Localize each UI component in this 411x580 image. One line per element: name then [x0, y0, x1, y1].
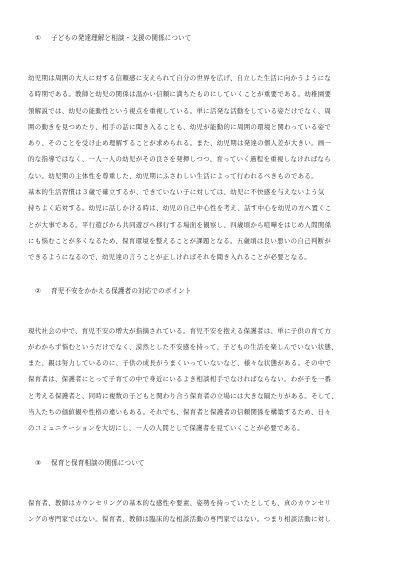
body-line: 現代社会の中で、育児不安の増大が指摘されている。育児不安を抱える保護者は、単に子供の育て方 — [28, 326, 332, 335]
section-child-development — [28, 34, 385, 266]
body-line: 的な指導ではなく、一人一人の幼児がその良さを発揮しつつ、育っていく過程を重視しなければなら — [28, 155, 331, 164]
body-line: 持ちよく応対する。幼児に話しかける時は、幼児の自己中心性を考え、話す中心を幼児の方へ置くこ — [28, 204, 332, 213]
body-line: 基本的生活習慣は３歳で確立するが、できていない子に対しては、幼児に不快感を与えないよう気 — [28, 188, 325, 197]
section-parenting-anxiety — [28, 287, 385, 437]
body-line: 幼児期は周囲の大人に対する信頼感に支えられて自分の世界を広げ、自立した生活に向かうようにな — [28, 74, 332, 82]
body-line: ない。幼児期の主体性を尊重した、幼児期にふさわしい生活によって行われるべきものである。 — [28, 171, 318, 180]
section-heading — [35, 34, 385, 43]
section-title: 子どもの発達理解と相談・支援の関係について — [51, 34, 192, 42]
body-line: ングの専門家ではない。保育者、教師は臨床的な相談活動の専門家ではない。つまり相談活動に対し — [28, 514, 332, 523]
section-heading — [35, 459, 385, 468]
body-line: できるようになるので、幼児達の言うことが正しければそれを聞き入れることが必要となる。 — [28, 253, 311, 262]
body-line: 領解説では、幼児の能動性という視点を重視している。単に活発な活動をしている姿だけでなく、周 — [28, 106, 332, 115]
section-body — [28, 70, 385, 266]
section-title: 育児不安をかかえる保護者の対応でのポイント — [51, 286, 192, 295]
body-line: 保育者は、保護者にとって子育ての中で身近にいるよき相談相手でなければならない。わが子を一番 — [28, 375, 332, 384]
body-line: あり、そのことを受け止め理解することが求められる。また、幼児期は発達の個人差が大きい。画一 — [28, 139, 332, 148]
section-number: ① — [35, 34, 42, 42]
section-body — [28, 323, 385, 437]
body-line: と考える保護者と、同時に複数の子どもと関わり合う保育者の立場には大きな隔たりがある。そして、 — [28, 391, 338, 400]
section-number: ② — [35, 286, 42, 295]
body-line: 保育者、教師はカウンセリングの基本的な感性や要素、姿勢を持っていたとしても、真のカウンセリ — [28, 498, 332, 507]
body-line: とが大事である。平行遊びから共同遊びへ移行する場面を観察し、四歳頃から喧嘩をはじめ人間関係 — [28, 220, 332, 229]
section-number: ③ — [35, 458, 42, 467]
body-line: 囲の動きを見つめたり、相手の話に聞き入ることも、幼児が能動的に周囲の環境と関わっている姿で — [28, 122, 332, 131]
body-line: 当人たちの価値観や性格の違いもある。それでも、保育者と保護者の信頼関係を構築するため、日々 — [28, 408, 332, 417]
section-body — [28, 495, 385, 528]
section-childcare-counseling — [28, 459, 385, 528]
body-line: る時期である。教師と幼児の関係は温かい信頼に満ちたものにしていくことが重要である。幼稚園要 — [28, 90, 332, 99]
body-line: また、親は努力しているのに、子供の成長がうまくいっていないなど、様々な状態がある。その中で — [28, 359, 332, 368]
section-title: 保育と保育相談の関係について — [51, 458, 145, 467]
body-line: のコミュニケーションを大切にし、一人の人間として保護者を見ていくことが必要である。 — [28, 424, 304, 433]
section-heading — [35, 287, 385, 296]
body-line: がわからず悩むというだけでなく、漠然とした不安感を持って、子どもの生活を楽しんでいない状態、 — [28, 342, 338, 351]
body-line: にも悩むことが多くなるため、保育環境を整えることが課題となる。五歳頃は良い悪いの自己判断が — [28, 236, 332, 245]
